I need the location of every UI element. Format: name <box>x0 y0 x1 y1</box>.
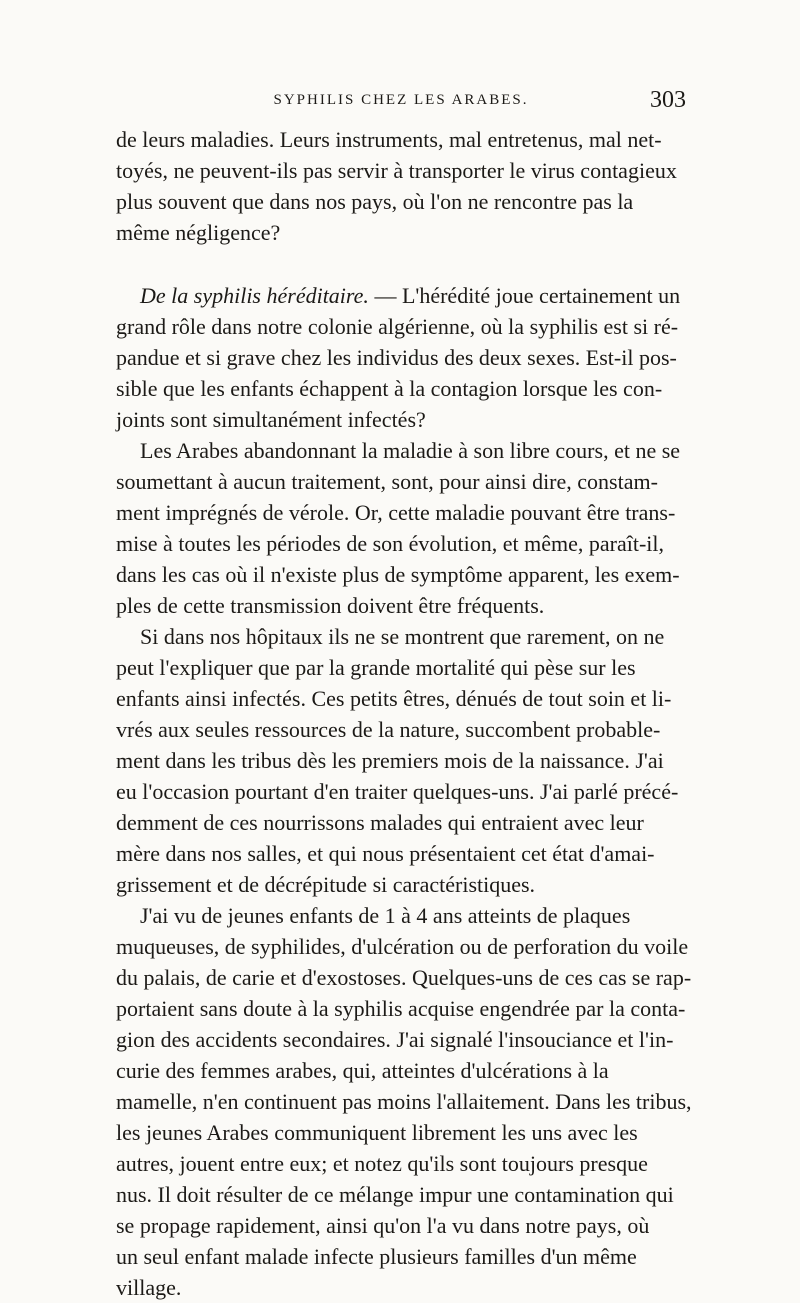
text-line: mise à toutes les périodes de son évolution, et même, paraît-il, <box>116 531 665 556</box>
text-line: se propage rapidement, ainsi qu'on l'a vu dans notre pays, où <box>116 1213 650 1238</box>
text-line: village. <box>116 1275 182 1300</box>
text-line: muqueuses, de syphilides, d'ulcération ou de perforation du voile <box>116 934 689 959</box>
section-heading: De la syphilis héréditaire. <box>140 283 369 308</box>
text-line: peut l'expliquer que par la grande mortalité qui pèse sur les <box>116 655 636 680</box>
section-heading-line <box>116 280 686 311</box>
text-line: joints sont simultanément infectés? <box>116 407 426 432</box>
paragraph <box>116 280 686 435</box>
text-line: mère dans nos salles, et qui nous présentaient cet état d'amai- <box>116 841 655 866</box>
text-line: Si dans nos hôpitaux ils ne se montrent que rarement, on ne <box>140 624 665 649</box>
text-line: grissement et de décrépitude si caractéristiques. <box>116 872 536 897</box>
text-line: enfants ainsi infectés. Ces petits êtres, dénués de tout soin et li- <box>116 686 672 711</box>
text-line: pandue et si grave chez les individus des deux sexes. Est-il pos- <box>116 345 677 370</box>
text-line: ment dans les tribus dès les premiers mois de la naissance. J'ai <box>116 748 664 773</box>
text-line: dans les cas où il n'existe plus de symptôme apparent, les exem- <box>116 562 680 587</box>
text-line: toyés, ne peuvent-ils pas servir à transporter le virus contagieux <box>116 158 677 183</box>
paragraph <box>116 621 686 900</box>
text-line: curie des femmes arabes, qui, atteintes d'ulcérations à la <box>116 1058 609 1083</box>
paragraph <box>116 124 686 248</box>
text-line: eu l'occasion pourtant d'en traiter quelques-uns. J'ai parlé précé- <box>116 779 679 804</box>
paragraph <box>116 435 686 621</box>
text-line: grand rôle dans notre colonie algérienne, où la syphilis est si ré- <box>116 314 679 339</box>
page-number: 303 <box>650 87 686 113</box>
text-line: un seul enfant malade infecte plusieurs familles d'un même <box>116 1244 637 1269</box>
text-line: demment de ces nourrissons malades qui entraient avec leur <box>116 810 644 835</box>
text-line: nus. Il doit résulter de ce mélange impur une contamination qui <box>116 1182 674 1207</box>
text-line: J'ai vu de jeunes enfants de 1 à 4 ans atteints de plaques <box>140 903 631 928</box>
text-line: du palais, de carie et d'exostoses. Quelques-uns de ces cas se rap- <box>116 965 692 990</box>
text-line: Les Arabes abandonnant la maladie à son libre cours, et ne se <box>140 438 681 463</box>
text-line: soumettant à aucun traitement, sont, pour ainsi dire, constam- <box>116 469 658 494</box>
page-header <box>116 87 686 122</box>
text-line: autres, jouent entre eux; et notez qu'ils sont toujours presque <box>116 1151 648 1176</box>
text-line: sible que les enfants échappent à la contagion lorsque les con- <box>116 376 663 401</box>
body-text <box>116 124 692 1303</box>
text-line: ment imprégnés de vérole. Or, cette maladie pouvant être trans- <box>116 500 676 525</box>
text-line: vrés aux seules ressources de la nature, succombent probable- <box>116 717 661 742</box>
text-line: les jeunes Arabes communiquent librement les uns avec les <box>116 1120 638 1145</box>
text-line: portaient sans doute à la syphilis acquise engendrée par la conta- <box>116 996 686 1021</box>
paragraph <box>116 900 692 1303</box>
text-line: de leurs maladies. Leurs instruments, mal entretenus, mal net- <box>116 127 662 152</box>
section-heading-rest: — L'hérédité joue certainement un <box>368 283 681 308</box>
running-title: SYPHILIS CHEZ LES ARABES. <box>273 92 529 108</box>
text-line: mamelle, n'en continuent pas moins l'allaitement. Dans les tribus, <box>116 1089 692 1114</box>
text-line: ples de cette transmission doivent être fréquents. <box>116 593 545 618</box>
text-line: plus souvent que dans nos pays, où l'on ne rencontre pas la <box>116 189 634 214</box>
text-line: gion des accidents secondaires. J'ai signalé l'insouciance et l'in- <box>116 1027 674 1052</box>
text-line: même négligence? <box>116 220 281 245</box>
